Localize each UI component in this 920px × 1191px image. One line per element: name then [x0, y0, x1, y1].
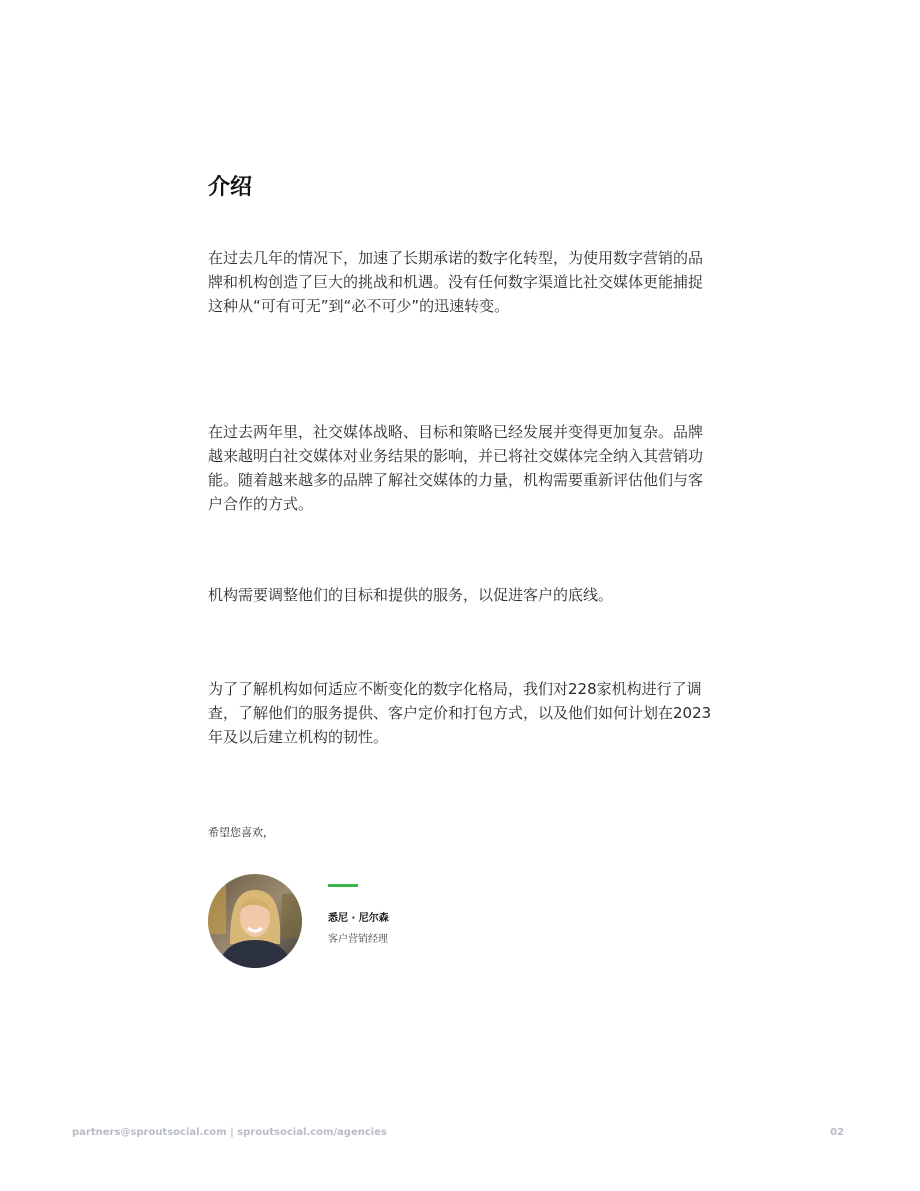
footer-contact-links[interactable]: partners@sproutsocial.com | sproutsocial.com/agencies — [72, 1127, 387, 1138]
intro-paragraph-3: 机构需要调整他们的目标和提供的服务，以促进客户的底线。 — [208, 586, 614, 604]
author-photo — [208, 874, 302, 968]
author-name: 悉尼 · 尼尔森 — [328, 913, 389, 924]
intro-paragraph-2: 在过去两年里，社交媒体战略、目标和策略已经发展并变得更加复杂。品牌越来越明白社交媒体对业务结果的影响，并已将社交媒体完全纳入其营销功能。随着越来越多的品牌了解社交媒体的力量，机构需要重新评估他们与客户合作的方式。 — [208, 423, 704, 513]
accent-divider — [328, 884, 358, 887]
author-title: 客户营销经理 — [328, 934, 388, 945]
intro-paragraph-1: 在过去几年的情况下，加速了长期承诺的数字化转型，为使用数字营销的品牌和机构创造了巨大的挑战和机遇。没有任何数字渠道比社交媒体更能捕捉这种从“可有可无”到“必不可少”的迅速转变。 — [208, 249, 704, 315]
page-number: 02 — [830, 1127, 844, 1138]
intro-paragraph-4: 为了了解机构如何适应不断变化的数字化格局，我们对228家机构进行了调查，了解他们的服务提供、客户定价和打包方式，以及他们如何计划在2023年及以后建立机构的韧性。 — [208, 680, 712, 746]
author-avatar — [208, 874, 302, 968]
signoff-text: 希望您喜欢， — [208, 826, 274, 839]
page-heading: 介绍 — [208, 175, 253, 200]
